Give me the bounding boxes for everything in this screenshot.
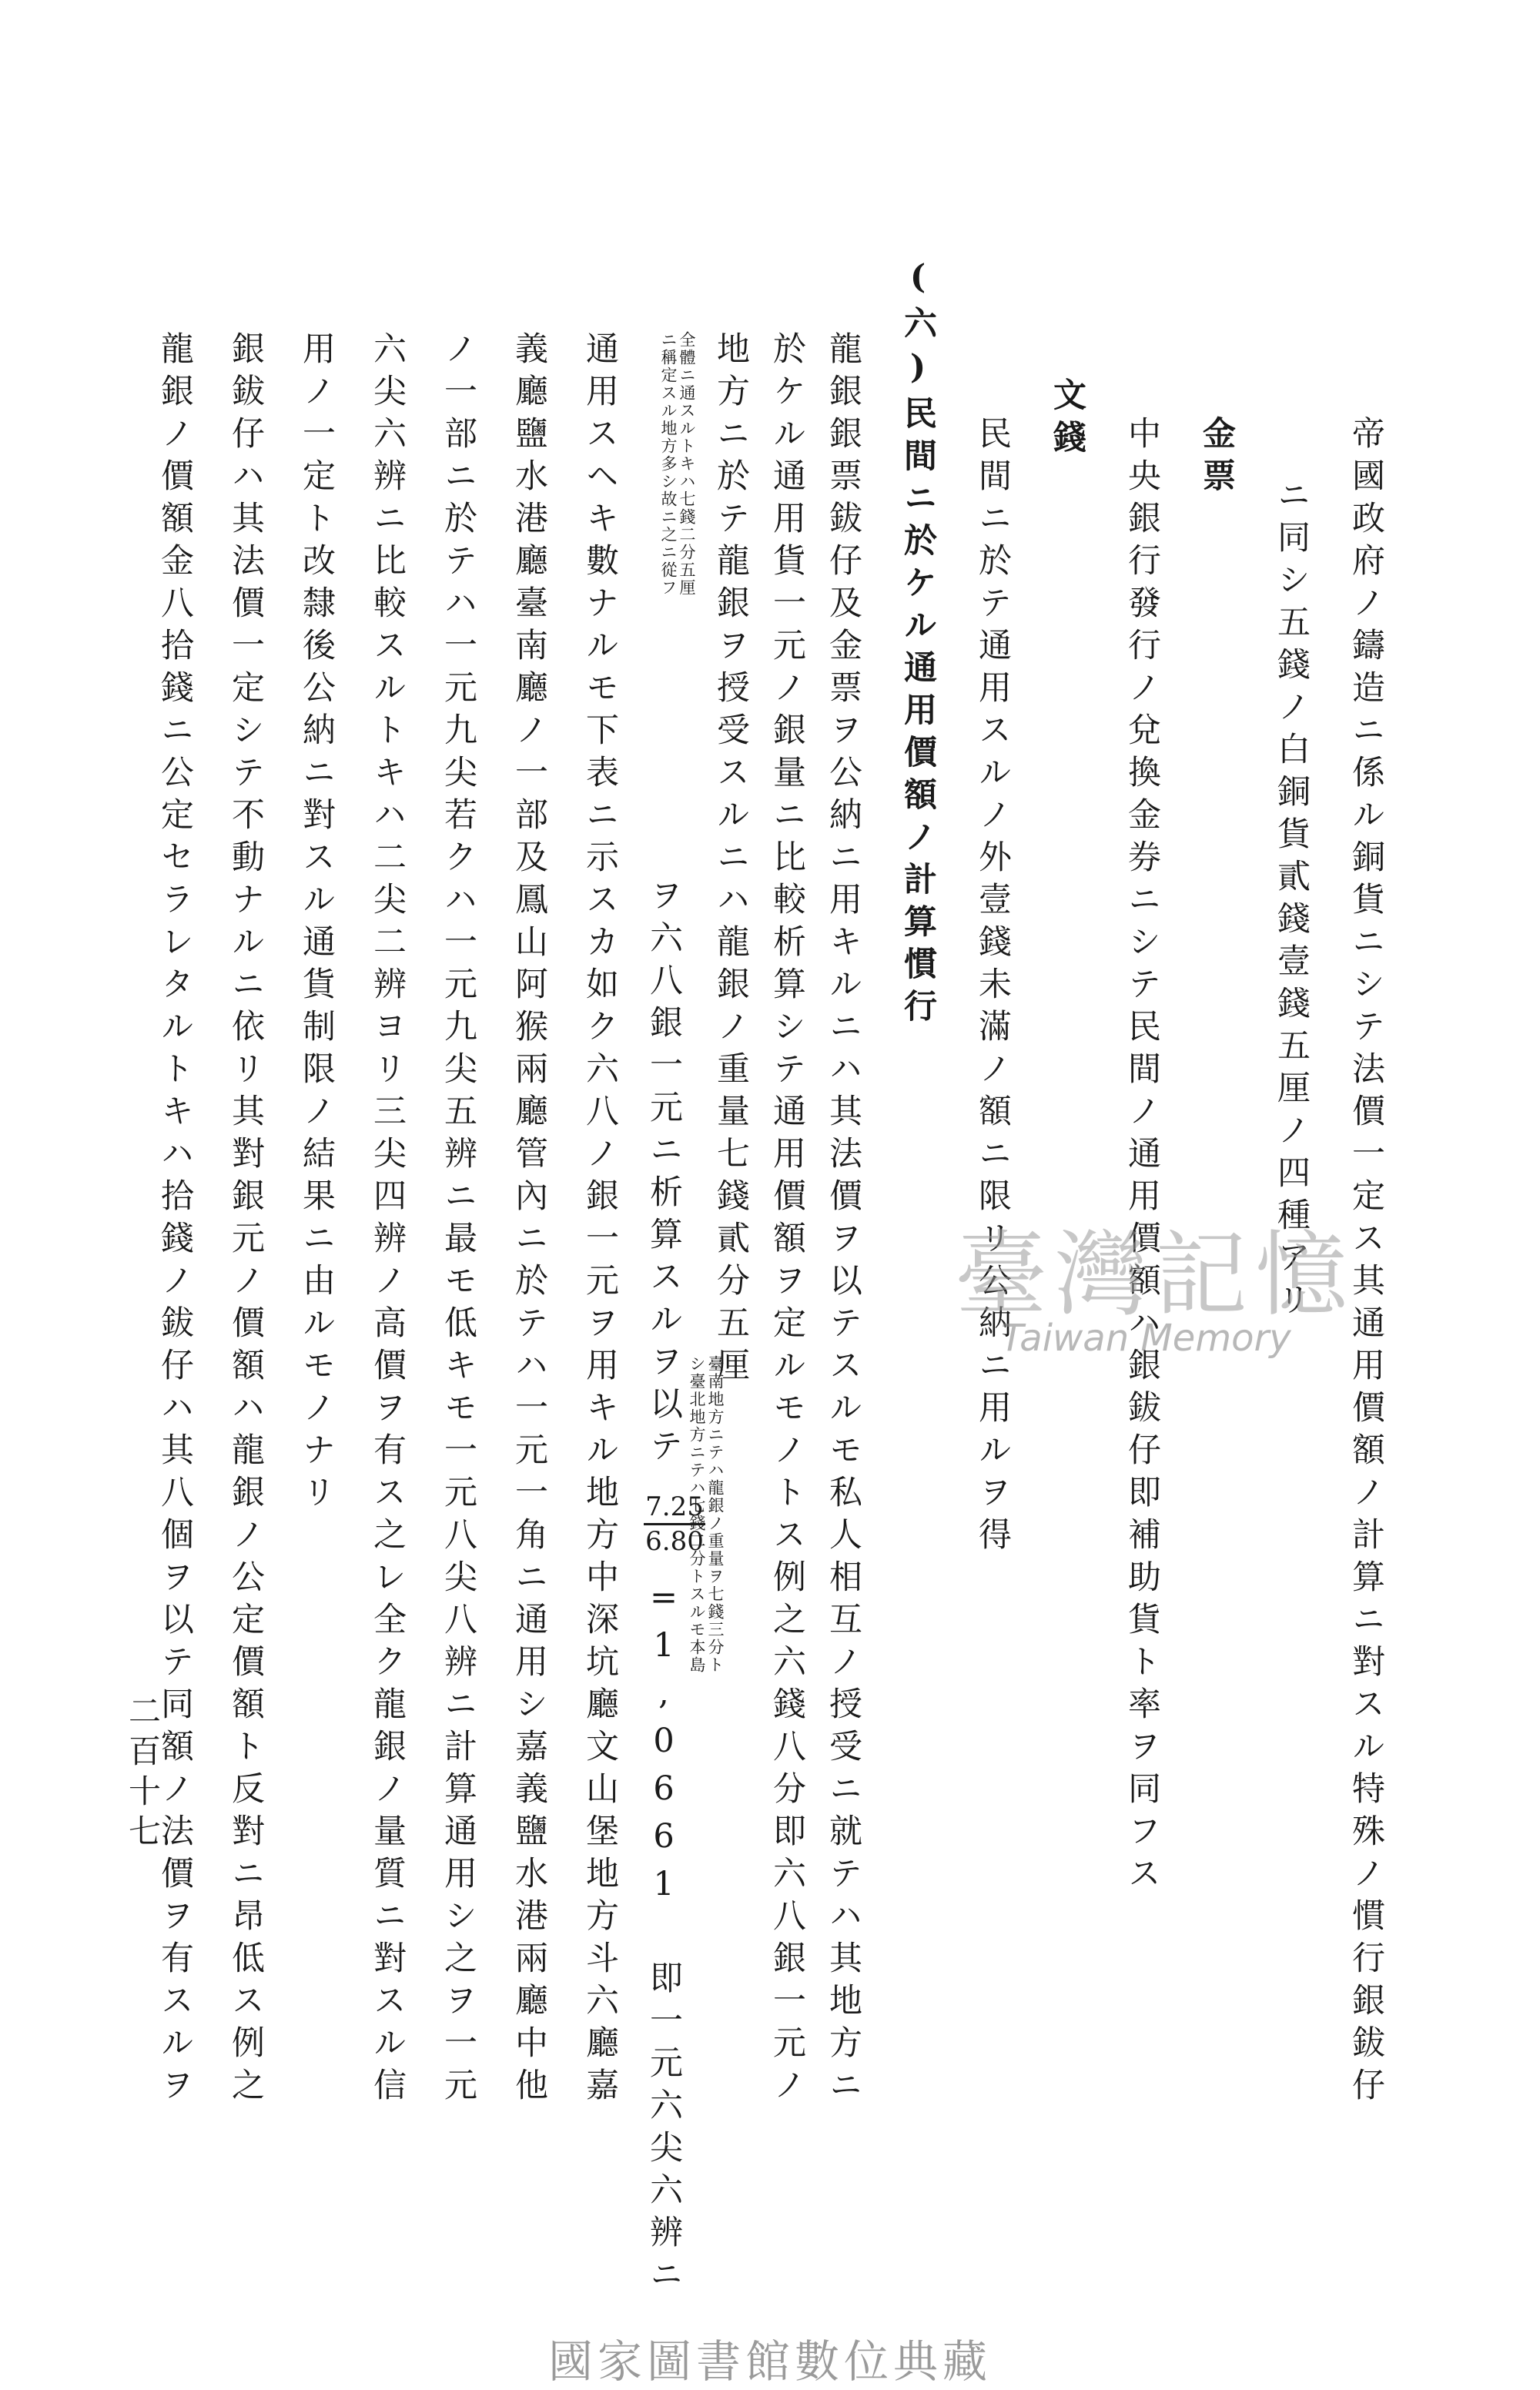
text-column-11: ヲ六八銀一元ニ析算スルヲ以テ (644, 878, 683, 1471)
text-column-17: 銀鈸仔ハ其法價一定シテ不動ナルニ依リ其對銀元ノ價額ハ龍銀ノ公定價額ト反對ニ昂低ス例之 (226, 331, 265, 2110)
fraction-bar (644, 1523, 705, 1525)
heading-kinpyo: 金票 (1197, 416, 1236, 500)
text-column-16: 用ノ一定ト改隸後公納ニ對スル通貨制限ノ結果ニ由ルモノナリ (297, 331, 336, 1517)
watermark-subtitle: Taiwan Memory (1001, 1317, 1291, 1360)
text-column-15: 六尖六辨ニ比較スルトキハ二尖二辨ヨリ三尖四辨ノ高價ヲ有ス之レ全ク龍銀ノ量質ニ對スル信 (368, 331, 407, 2110)
taiwan-note-line-2: シ臺北地方ニテハ七錢二分トスルモ本島 (688, 1355, 706, 1674)
text-column-11-tail: =1,0661 即一元六尖六辨ニ (644, 1578, 683, 2299)
text-column-14: ノ一部ニ於テハ一元九尖若クハ一元九尖五辨ニ最モ低キモ一元八尖八辨ニ計算通用シ之ヲ一元 (439, 331, 477, 2110)
whole-note-line-2: ニ稱定スル地方多シ故ニ之ニ從フ (659, 331, 678, 597)
text-column-12: 通用スヘキ數ナルモ下表ニ示スカ如ク六八ノ銀一元ヲ用キル地方中深坑廳文山堡地方斗六廳嘉 (581, 331, 619, 2110)
watermark-logo: 臺灣記憶 (955, 1222, 1355, 1329)
text-column-6: 民間ニ於テ通用スルノ外壹錢未滿ノ額ニ限リ公納ニ用ルヲ得 (973, 416, 1012, 1559)
text-column-2: ニ同シ五錢ノ白銅貨貳錢壹錢五厘ノ四種アリ (1272, 477, 1311, 1324)
footer-archive-label: 國家圖書館數位典藏 (547, 2335, 992, 2388)
fraction-numerator: 7.25 (645, 1491, 704, 1522)
fraction-denominator: 6.80 (645, 1526, 704, 1557)
section-heading-6: (六)民間ニ於ケル通用價額ノ計算慣行 (899, 258, 937, 1031)
text-column-10: 地方ニ於テ龍銀ヲ授受スルニハ龍銀ノ重量七錢貳分五厘 (711, 331, 750, 1390)
text-column-4: 中央銀行發行ノ兌換金券ニシテ民間ノ通用價額ハ銀鈸仔即補助貨ト率ヲ同フス (1123, 416, 1161, 1898)
text-column-13: 義廳鹽水港廳臺南廳ノ一部及鳳山阿猴兩廳管內ニ於テハ一元一角ニ通用シ嘉義鹽水港兩廳中他 (510, 331, 548, 2110)
taiwan-note-line-1: 臺南地方ニテハ龍銀ノ重量ヲ七錢三分ト (706, 1355, 725, 1674)
fraction (644, 1491, 705, 1557)
text-column-8: 龍銀銀票鈸仔及金票ヲ公納ニ用キルニハ其法價ヲ以テスルモ私人相互ノ授受ニ就テハ其地方ニ (824, 331, 862, 2110)
text-column-9: 於ケル通用貨一元ノ銀量ニ比較析算シテ通用價額ヲ定ルモノトス例之六錢八分即六八銀一元ノ (768, 331, 806, 2110)
heading-monsen: 文錢 (1048, 377, 1086, 462)
text-column-18: 龍銀ノ價額金八拾錢ニ公定セラレタルトキハ拾錢ノ鈸仔ハ其八個ヲ以テ同額ノ法價ヲ有スルヲ (156, 331, 194, 2110)
text-column-1: 帝國政府ノ鑄造ニ係ル銅貨ニシテ法價一定ス其通用價額ノ計算ニ對スル特殊ノ慣行銀鈸仔 (1347, 416, 1385, 2110)
page-number: 二百十七 (124, 1694, 162, 1854)
whole-note-line-1: 全體ニ通スルトキハ七錢二分五厘 (678, 331, 696, 597)
